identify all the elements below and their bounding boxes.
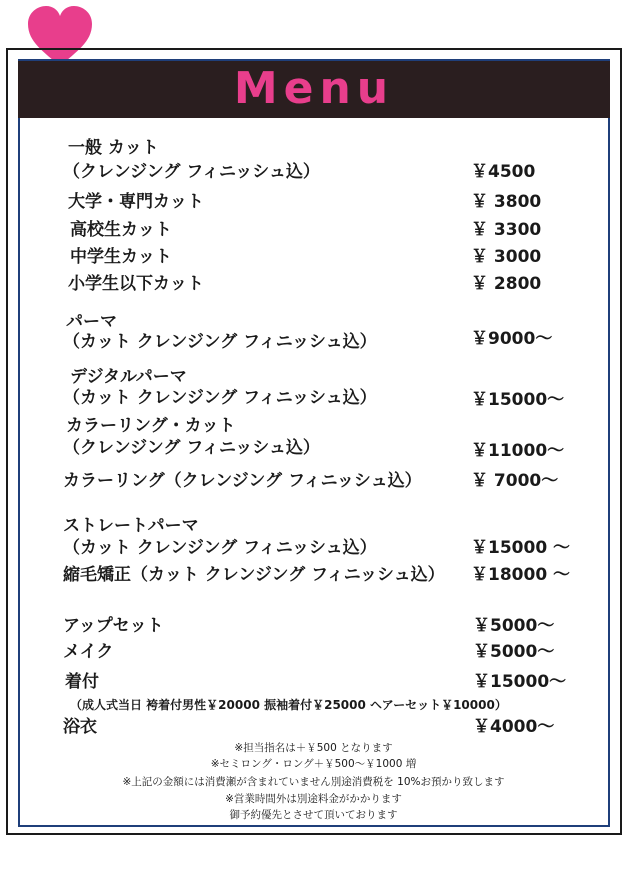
item-7-name: カラーリング・カット	[66, 416, 236, 436]
item-7-price: ￥11000～	[471, 441, 565, 461]
item-2-name: 高校生カット	[70, 220, 172, 240]
item-0-detail: （クレンジング フィニッシュ込）	[63, 162, 320, 182]
item-5-name: パーマ	[66, 312, 117, 332]
title-banner	[18, 61, 610, 118]
item-0-name: 一般 カット	[68, 138, 159, 158]
note-4: 御予約優先とさせて頂いております	[229, 809, 398, 821]
item-2-price: ￥ 3300	[471, 220, 542, 240]
item-11-name: アップセット	[63, 616, 164, 636]
note-2: ※上記の金額には消費瀬が含まれていません別途消費税を 10%お預かり致します	[122, 776, 505, 788]
item-13-price: ￥15000～	[473, 672, 567, 692]
item-3-name: 中学生カット	[70, 247, 172, 267]
note-1: ※セミロング・ロング＋￥500～￥1000 増	[210, 758, 417, 770]
item-12-name: メイク	[63, 642, 114, 662]
item-14-price: ￥4000～	[473, 717, 555, 737]
item-3-price: ￥ 3000	[471, 247, 542, 267]
item-7-detail: （クレンジング フィニッシュ込）	[63, 438, 320, 458]
item-9-name: ストレートパーマ	[63, 516, 199, 536]
note-3: ※営業時間外は別途料金がかかります	[225, 793, 402, 805]
item-10-name: 縮毛矯正（カット クレンジング フィニッシュ込）	[63, 565, 445, 585]
item-1-name: 大学・専門カット	[68, 192, 204, 212]
item-11-price: ￥5000～	[473, 616, 555, 636]
item-5-price: ￥9000～	[471, 329, 553, 349]
item-13-name: 着付	[65, 672, 99, 692]
kitsuke-note: （成人式当日 袴着付男性￥20000 振袖着付￥25000 ヘアーセット￥10000）	[70, 698, 507, 712]
item-5-detail: （カット クレンジング フィニッシュ込）	[63, 332, 377, 352]
item-9-price: ￥15000 ～	[471, 538, 571, 558]
item-8-price: ￥ 7000～	[471, 471, 559, 491]
item-4-name: 小学生以下カット	[68, 274, 204, 294]
item-8-name: カラーリング（クレンジング フィニッシュ込）	[63, 471, 422, 491]
item-6-name: デジタルパーマ	[70, 367, 187, 387]
item-6-detail: （カット クレンジング フィニッシュ込）	[63, 388, 377, 408]
item-0-price: ￥4500	[471, 162, 536, 182]
item-14-name: 浴衣	[63, 717, 97, 737]
item-6-price: ￥15000～	[471, 390, 565, 410]
item-9-detail: （カット クレンジング フィニッシュ込）	[63, 538, 377, 558]
item-10-price: ￥18000 ～	[471, 565, 571, 585]
page-title: Menu	[233, 63, 395, 114]
item-12-price: ￥5000～	[473, 642, 555, 662]
item-1-price: ￥ 3800	[471, 192, 542, 212]
note-0: ※担当指名は＋￥500 となります	[234, 742, 393, 754]
item-4-price: ￥ 2800	[471, 274, 542, 294]
